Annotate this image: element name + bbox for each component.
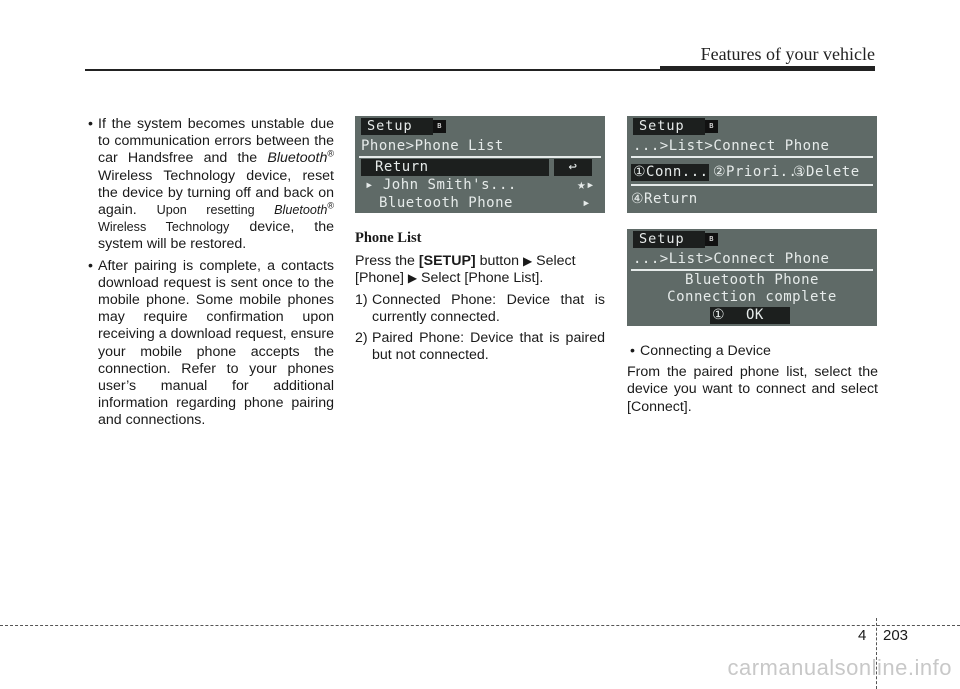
screen-tab-setup: Setup bbox=[361, 118, 433, 135]
column-left bbox=[85, 116, 334, 434]
menu-item-bluetooth-phone[interactable]: Bluetooth Phone ▸ bbox=[379, 195, 591, 211]
list-item: 1) Connected Phone: Device that is currently connected. bbox=[355, 291, 605, 325]
list-item: 2) Paired Phone: Device that is paired but not connected. bbox=[355, 330, 605, 364]
menu-item-john-smith[interactable]: ▸ John Smith's... ★▸ bbox=[365, 177, 595, 193]
option-delete[interactable]: ③Delete bbox=[793, 164, 860, 180]
chapter-number: 4 bbox=[858, 627, 867, 644]
header-title: Features of your vehicle bbox=[700, 44, 875, 64]
screen-breadcrumb: Phone>Phone List bbox=[361, 138, 504, 154]
chevron-right-icon: ▸ bbox=[582, 195, 591, 211]
header-rule bbox=[85, 69, 875, 71]
arrow-right-icon: ▶ bbox=[522, 254, 533, 269]
ok-button[interactable]: ① OK bbox=[710, 307, 790, 324]
bluetooth-icon: ʙ bbox=[705, 120, 718, 133]
message-line-2: Connection complete bbox=[667, 289, 837, 305]
star-icon: ★▸ bbox=[577, 177, 595, 193]
instruction-paragraph: Press the [SETUP] button ▶ Select [Phone] ▶ Select [Phone List]. bbox=[355, 253, 576, 287]
connect-instructions: From the paired phone list, select the device you want to connect and select [Connect]. bbox=[627, 364, 878, 415]
column-middle bbox=[355, 230, 605, 368]
chevron-right-icon: ▸ bbox=[365, 177, 374, 193]
menu-item-return[interactable]: Return bbox=[361, 159, 549, 176]
screen-connect-phone-options bbox=[627, 116, 877, 213]
screen-tab-setup: Setup bbox=[633, 118, 705, 135]
arrow-right-icon: ▶ bbox=[407, 271, 418, 286]
return-icon[interactable]: ↩ bbox=[554, 159, 592, 176]
screen-divider bbox=[631, 184, 873, 186]
screen-breadcrumb: ...>List>Connect Phone bbox=[633, 251, 830, 267]
option-priority[interactable]: ②Priori... bbox=[713, 164, 807, 180]
screen-divider bbox=[631, 269, 873, 271]
message-line-1: Bluetooth Phone bbox=[685, 272, 819, 288]
page-number: 203 bbox=[883, 627, 909, 644]
section-heading: Phone List bbox=[355, 230, 422, 246]
footer-rule bbox=[0, 625, 960, 626]
column-right bbox=[627, 343, 878, 420]
bluetooth-icon: ʙ bbox=[433, 120, 446, 133]
screen-connection-complete bbox=[627, 229, 877, 326]
screen-tab-setup: Setup bbox=[633, 231, 705, 248]
bluetooth-icon: ʙ bbox=[705, 233, 718, 246]
option-return[interactable]: ④Return bbox=[631, 191, 698, 207]
screen-phone-list bbox=[355, 116, 605, 213]
bullet-connecting-device: • Connecting a Device bbox=[627, 343, 878, 360]
bullet-reset-system: • If the system becomes unstable due to communication errors between the car Handsfree and the Bluetooth® Wireless Technology device, reset the device by turning off and back on again. Upon resetting Bluetooth® Wireless Technology device, the system will be restored. bbox=[85, 116, 334, 254]
screen-divider bbox=[359, 156, 601, 158]
option-connect[interactable]: ①Conn... bbox=[633, 164, 709, 180]
screen-divider bbox=[631, 156, 873, 158]
bullet-contacts-download: • After pairing is complete, a contacts download request is sent once to the mobile phone. Some mobile phones may require confirmation upon receiving a download request, ensure your mobile phone accepts the connection. Refer to your phones user’s manual for additional information regarding phone pairing and connections. bbox=[85, 258, 334, 430]
screen-breadcrumb: ...>List>Connect Phone bbox=[633, 138, 830, 154]
watermark: carmanualsonline.info bbox=[727, 655, 952, 680]
